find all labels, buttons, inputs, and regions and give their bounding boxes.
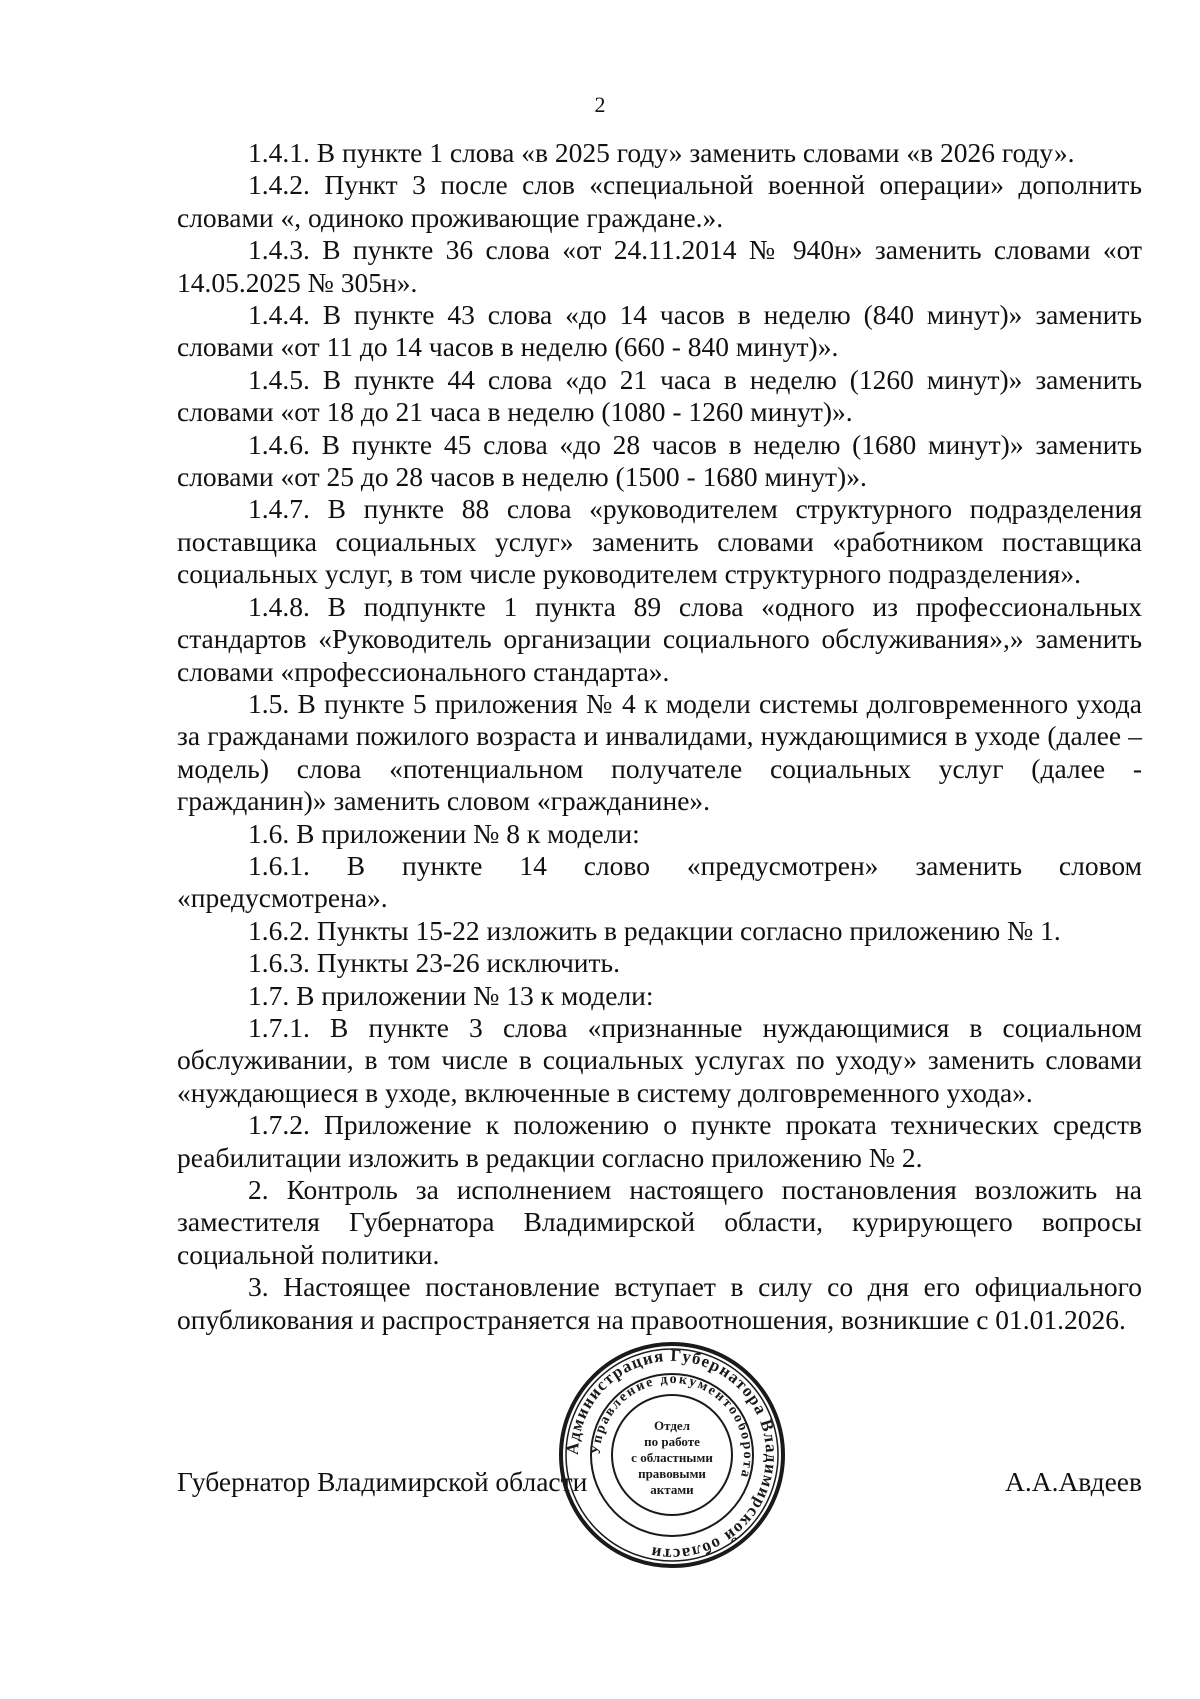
stamp-center-line: актами	[650, 1482, 694, 1497]
paragraph-1-4-1: 1.4.1. В пункте 1 слова «в 2025 году» заменить словами «в 2026 году».	[248, 137, 1075, 168]
official-stamp	[557, 1340, 787, 1570]
paragraph-1-7: 1.7. В приложении № 13 к модели:	[248, 979, 654, 1011]
signatory-name: А.А.Авдеев	[1004, 1466, 1142, 1497]
paragraph-1-4-7: 1.4.7. В пункте 88 слова «руководителем структурного подразделения поставщика социальных услуг» заменить словами «работником поставщика социальных услуг, в том числе руководителем структурного подразделения».	[177, 493, 1142, 590]
paragraph-1-4-8: 1.4.8. В подпункте 1 пункта 89 слова «одного из профессиональных стандартов «Руководитель организации социального обслуживания»,» заменить словами «профессионального стандарта».	[177, 590, 1142, 687]
stamp-outer-text: Администрация Губернатора Владимирской области	[562, 1345, 782, 1565]
paragraph-1-6-2: 1.6.2. Пункты 15-22 изложить в редакции согласно приложению № 1.	[248, 914, 1061, 946]
paragraph-3: 3. Настоящее постановление вступает в силу со дня его официального опубликования и распространяется на правоотношения, возникшие с 01.01.2026.	[177, 1271, 1142, 1335]
paragraph-1-4-6: 1.4.6. В пункте 45 слова «до 28 часов в неделю (1680 минут)» заменить словами «от 25 до 28 часов в неделю (1500 - 1680 минут)».	[177, 428, 1142, 493]
paragraph-1-6-3: 1.6.3. Пункты 23-26 исключить.	[248, 947, 620, 979]
paragraph-1-6: 1.6. В приложении № 8 к модели:	[248, 817, 640, 849]
paragraph-1-4-4: 1.4.4. В пункте 43 слова «до 14 часов в неделю (840 минут)» заменить словами «от 11 до 14 часов в неделю (660 - 840 минут)».	[177, 299, 1142, 363]
stamp-center-line: правовыми	[638, 1466, 706, 1481]
document-body	[177, 137, 1142, 1336]
page-number: 2	[594, 92, 606, 117]
paragraph-1-4-5: 1.4.5. В пункте 44 слова «до 21 часа в неделю (1260 минут)» заменить словами «от 18 до 21 часа в неделю (1080 - 1260 минут)».	[177, 363, 1142, 428]
stamp-center-line: с областными	[631, 1450, 713, 1465]
paragraph-1-6-1: 1.6.1. В пункте 14 слово «предусмотрен» заменить словом «предусмотрена».	[177, 849, 1142, 914]
signatory-title: Губернатор Владимирской области	[177, 1466, 588, 1497]
paragraph-2: 2. Контроль за исполнением настоящего постановления возложить на заместителя Губернатора Владимирской области, курирующего вопросы социальной политики.	[177, 1174, 1142, 1270]
stamp-inner-text: Управление документооборота	[588, 1371, 756, 1481]
paragraph-1-5: 1.5. В пункте 5 приложения № 4 к модели системы долговременного ухода за гражданами пожилого возраста и инвалидами, нуждающимися в уходе (далее – модель) слова «потенциальном получателе социальных услуг (далее - гражданин)» заменить словом «гражданине».	[177, 687, 1142, 817]
stamp-center-line: Отдел	[654, 1418, 690, 1433]
paragraph-1-7-2: 1.7.2. Приложение к положению о пункте проката технических средств реабилитации изложить в редакции согласно приложению № 2.	[177, 1109, 1142, 1173]
paragraph-1-4-2: 1.4.2. Пункт 3 после слов «специальной военной операции» дополнить словами «, одиноко проживающие граждане.».	[177, 169, 1142, 233]
paragraph-1-4-3: 1.4.3. В пункте 36 слова «от 24.11.2014 № 940н» заменить словами «от 14.05.2025 № 305н».	[177, 234, 1142, 298]
paragraph-1-7-1: 1.7.1. В пункте 3 слова «признанные нуждающимися в социальном обслуживании, в том числе в социальных услугах по уходу» заменить словами «нуждающиеся в уходе, включенные в систему долговременного ухода».	[177, 1011, 1142, 1108]
stamp-seal-icon	[557, 1340, 787, 1570]
stamp-center-line: по работе	[644, 1434, 700, 1449]
